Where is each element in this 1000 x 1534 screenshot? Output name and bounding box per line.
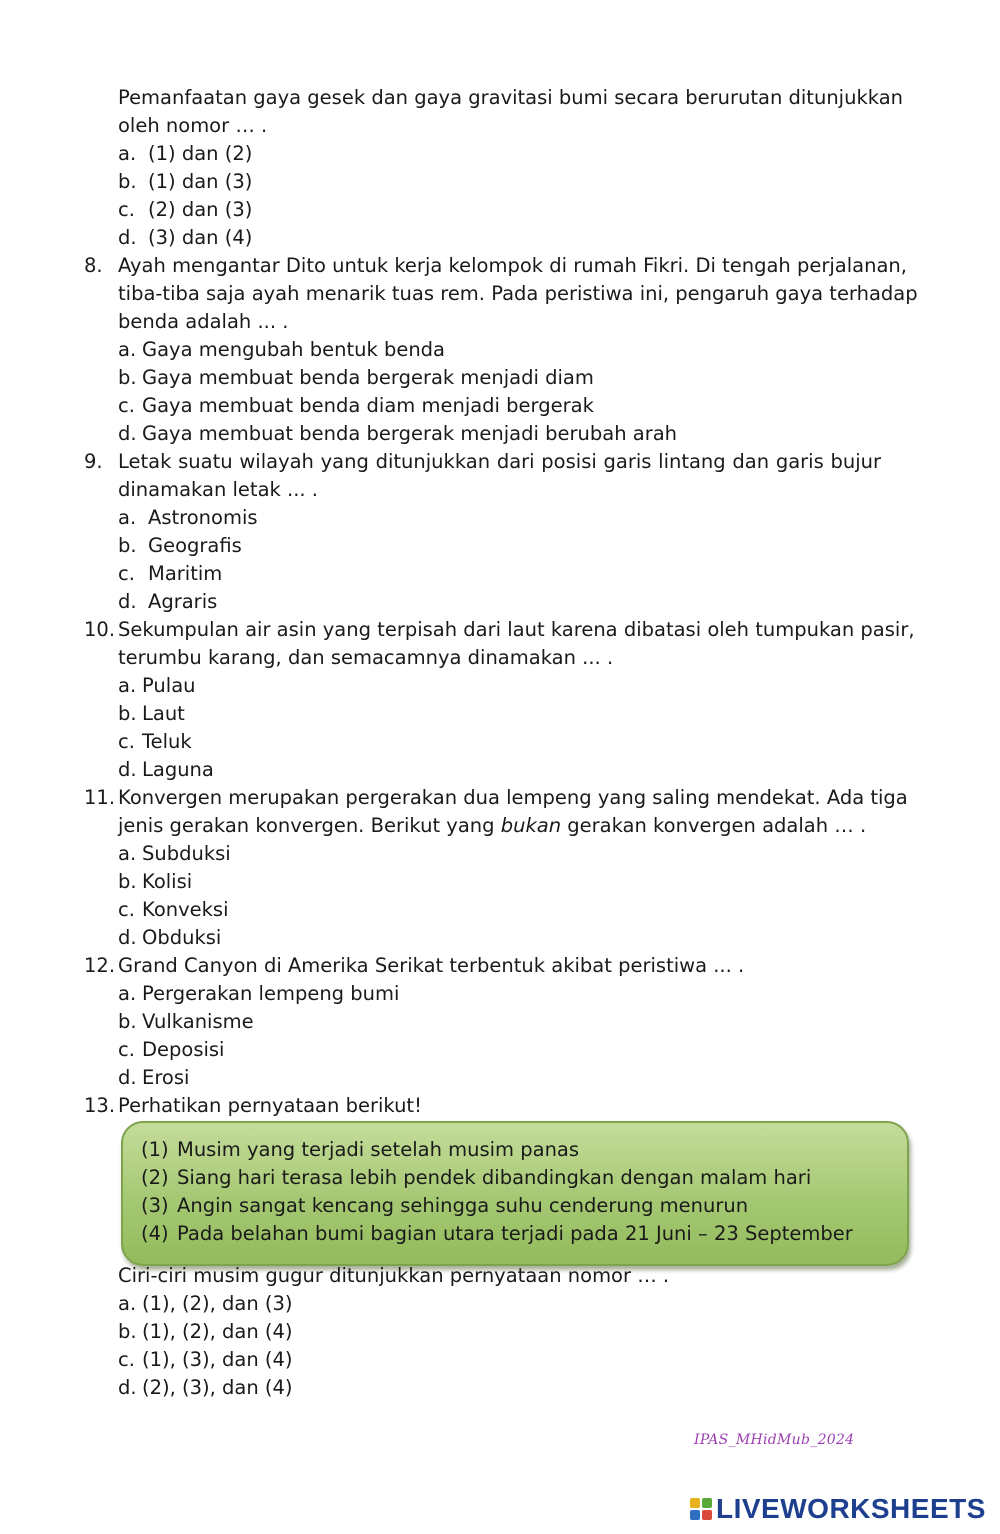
q13-option-c[interactable]	[118, 1346, 293, 1374]
option-text: (1), (3), dan (4)	[142, 1348, 293, 1371]
q9-option-a[interactable]	[118, 504, 258, 532]
option-text: Subduksi	[142, 842, 231, 865]
option-text: Gaya mengubah bentuk benda	[142, 338, 446, 361]
option-letter: c.	[118, 394, 135, 417]
option-text: Pergerakan lempeng bumi	[142, 982, 400, 1005]
q11-option-a[interactable]	[118, 840, 231, 868]
statement-text: Musim yang terjadi setelah musim panas	[177, 1138, 580, 1161]
statement-1	[141, 1136, 579, 1164]
option-letter: a.	[118, 674, 137, 697]
statement-text: Pada belahan bumi bagian utara terjadi pada 21 Juni – 23 September	[177, 1222, 853, 1245]
option-letter: d.	[118, 926, 137, 949]
q11-number: 11.	[84, 786, 116, 809]
q7-option-b[interactable]	[118, 168, 252, 196]
option-letter: d.	[118, 758, 137, 781]
q7-stem-line-1: Pemanfaatan gaya gesek dan gaya gravitasi bumi secara berurutan ditunjukkan	[118, 86, 903, 109]
option-text: Gaya membuat benda bergerak menjadi diam	[142, 366, 594, 389]
q13-option-b[interactable]	[118, 1318, 293, 1346]
option-letter: a.	[118, 1292, 137, 1315]
option-letter: a.	[118, 982, 137, 1005]
option-letter: c.	[118, 1348, 135, 1371]
q12-stem: Grand Canyon di Amerika Serikat terbentuk akibat peristiwa ... .	[118, 954, 745, 977]
brand-name: LIVEWORKSHEETS	[716, 1493, 986, 1524]
q9-option-d[interactable]	[118, 588, 217, 616]
statement-number: (1)	[141, 1138, 169, 1161]
option-letter: b.	[118, 1320, 137, 1343]
option-letter: d.	[118, 1066, 137, 1089]
option-letter: b.	[118, 534, 137, 557]
option-letter: a.	[118, 338, 137, 361]
option-letter: c.	[118, 1038, 135, 1061]
q7-stem-line-2: oleh nomor … .	[118, 114, 268, 137]
q10-stem-line-1: Sekumpulan air asin yang terpisah dari laut karena dibatasi oleh tumpukan pasir,	[118, 618, 915, 641]
q11-stem-line-2	[118, 812, 866, 840]
q9-stem-line-1: Letak suatu wilayah yang ditunjukkan dari posisi garis lintang dan garis bujur	[118, 450, 881, 473]
q8-option-a[interactable]	[118, 336, 445, 364]
q12-option-b[interactable]	[118, 1008, 254, 1036]
option-letter: c.	[118, 898, 135, 921]
q11-option-d[interactable]	[118, 924, 221, 952]
statement-4	[141, 1220, 853, 1248]
statement-number: (4)	[141, 1222, 169, 1245]
option-letter: c.	[118, 562, 135, 585]
q8-stem-line-2: tiba-tiba saja ayah menarik tuas rem. Pada peristiwa ini, pengaruh gaya terhadap	[118, 282, 918, 305]
q13-follow-up: Ciri-ciri musim gugur ditunjukkan pernyataan nomor … .	[118, 1264, 670, 1287]
option-letter: b.	[118, 870, 137, 893]
q8-number: 8.	[84, 254, 103, 277]
option-letter: a.	[118, 142, 137, 165]
option-text: (1), (2), dan (3)	[142, 1292, 293, 1315]
q11-stem-emphasis: bukan	[500, 814, 562, 837]
q10-option-d[interactable]	[118, 756, 214, 784]
q11-stem-post: gerakan konvergen adalah … .	[561, 814, 867, 837]
q10-option-a[interactable]	[118, 672, 196, 700]
option-letter: d.	[118, 590, 137, 613]
q8-stem-line-1: Ayah mengantar Dito untuk kerja kelompok di rumah Fikri. Di tengah perjalanan,	[118, 254, 907, 277]
q12-option-c[interactable]	[118, 1036, 224, 1064]
q11-stem-pre: jenis gerakan konvergen. Berikut yang	[118, 814, 501, 837]
liveworksheets-logo[interactable]	[690, 1492, 986, 1526]
option-text: Maritim	[148, 562, 223, 585]
q12-option-d[interactable]	[118, 1064, 189, 1092]
q10-stem-line-2: terumbu karang, dan semacamnya dinamakan ... .	[118, 646, 614, 669]
option-letter: b.	[118, 1010, 137, 1033]
option-letter: b.	[118, 366, 137, 389]
statement-number: (2)	[141, 1166, 169, 1189]
q10-number: 10.	[84, 618, 116, 641]
q7-option-d[interactable]	[118, 224, 252, 252]
q10-option-b[interactable]	[118, 700, 185, 728]
option-text: Pulau	[142, 674, 196, 697]
author-signature: IPAS_MHidMub_2024	[694, 1432, 855, 1448]
q11-option-b[interactable]	[118, 868, 192, 896]
option-text: (1), (2), dan (4)	[142, 1320, 293, 1343]
option-text: Obduksi	[142, 926, 222, 949]
option-text: Gaya membuat benda diam menjadi bergerak	[142, 394, 594, 417]
q12-number: 12.	[84, 954, 116, 977]
option-text: Deposisi	[142, 1038, 225, 1061]
q8-option-b[interactable]	[118, 364, 594, 392]
q11-stem-line-1: Konvergen merupakan pergerakan dua lempeng yang saling mendekat. Ada tiga	[118, 786, 908, 809]
q12-option-a[interactable]	[118, 980, 399, 1008]
option-text: (2), (3), dan (4)	[142, 1376, 293, 1399]
option-text: Vulkanisme	[142, 1010, 254, 1033]
q7-option-c[interactable]	[118, 196, 252, 224]
option-letter: a.	[118, 842, 137, 865]
q9-option-c[interactable]	[118, 560, 222, 588]
q8-stem-line-3: benda adalah ... .	[118, 310, 289, 333]
option-text: Laguna	[142, 758, 214, 781]
option-text: Gaya membuat benda bergerak menjadi berubah arah	[142, 422, 678, 445]
statement-box	[121, 1121, 909, 1266]
option-letter: d.	[118, 1376, 137, 1399]
option-letter: c.	[118, 730, 135, 753]
option-letter: b.	[118, 170, 137, 193]
option-text: Erosi	[142, 1066, 190, 1089]
option-text: Kolisi	[142, 870, 193, 893]
option-letter: a.	[118, 506, 137, 529]
option-letter: d.	[118, 422, 137, 445]
q9-stem-line-2: dinamakan letak ... .	[118, 478, 318, 501]
option-text: (1) dan (2)	[148, 142, 253, 165]
option-text: (3) dan (4)	[148, 226, 253, 249]
liveworksheets-icon	[690, 1498, 712, 1520]
q10-option-c[interactable]	[118, 728, 192, 756]
q7-option-a[interactable]	[118, 140, 252, 168]
option-letter: d.	[118, 226, 137, 249]
q8-option-c[interactable]	[118, 392, 594, 420]
statement-text: Siang hari terasa lebih pendek dibandingkan dengan malam hari	[177, 1166, 812, 1189]
option-letter: b.	[118, 702, 137, 725]
option-text: (1) dan (3)	[148, 170, 253, 193]
option-text: Geografis	[148, 534, 242, 557]
statement-2	[141, 1164, 811, 1192]
q13-stem: Perhatikan pernyataan berikut!	[118, 1094, 422, 1117]
q11-option-c[interactable]	[118, 896, 229, 924]
option-text: (2) dan (3)	[148, 198, 253, 221]
q13-option-d[interactable]	[118, 1374, 293, 1402]
q13-number: 13.	[84, 1094, 116, 1117]
statement-number: (3)	[141, 1194, 169, 1217]
option-text: Agraris	[148, 590, 218, 613]
q13-option-a[interactable]	[118, 1290, 293, 1318]
option-text: Teluk	[142, 730, 192, 753]
option-text: Konveksi	[142, 898, 229, 921]
option-text: Laut	[142, 702, 185, 725]
q9-number: 9.	[84, 450, 103, 473]
option-letter: c.	[118, 198, 135, 221]
statement-text: Angin sangat kencang sehingga suhu cenderung menurun	[177, 1194, 749, 1217]
q9-option-b[interactable]	[118, 532, 242, 560]
statement-3	[141, 1192, 748, 1220]
option-text: Astronomis	[148, 506, 258, 529]
q8-option-d[interactable]	[118, 420, 677, 448]
